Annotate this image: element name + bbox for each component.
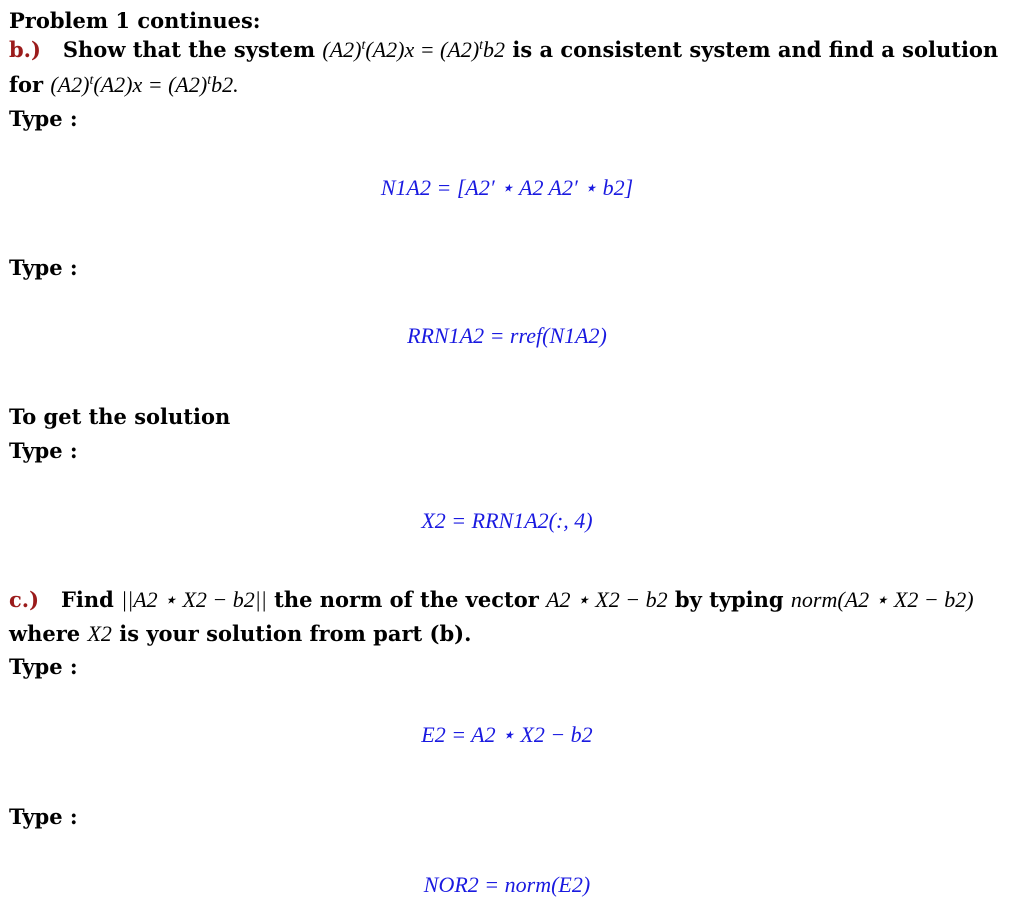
type-label-4: Type :	[9, 654, 78, 679]
part-c-equation-3: norm(A2 ⋆ X2 − b2)	[790, 587, 974, 612]
part-b-text-2: is a consistent system and find a solution	[512, 37, 999, 62]
command-nor2: NOR2 = norm(E2)	[423, 872, 591, 897]
type-label-3: Type :	[9, 438, 78, 463]
part-b-label: b.)	[9, 37, 41, 62]
part-b-text-1: Show that the system	[62, 37, 316, 62]
part-c-where-text: where	[9, 621, 81, 646]
part-b-equation-2: $(A2)^t(A2)x = (A2)^tb2$.	[50, 72, 239, 97]
command-x2: X2 = RRN1A2(:, 4)	[421, 508, 593, 533]
command-n1a2: N1A2 = [A2′ ⋆ A2 A2′ ⋆ b2]	[380, 175, 634, 200]
part-c-text-3: by typing	[674, 587, 784, 612]
command-e2: E2 = A2 ⋆ X2 − b2	[421, 722, 593, 747]
type-label-2: Type :	[9, 255, 78, 280]
part-c-equation-2: A2 ⋆ X2 − b2	[546, 587, 668, 612]
part-c-equation-1: ||A2 ⋆ X2 − b2||	[121, 587, 267, 612]
command-rrn1a2: RRN1A2 = rref(N1A2)	[407, 323, 607, 348]
type-label-5: Type :	[9, 804, 78, 829]
part-b-equation-1: $(A2)^t(A2)x = (A2)^tb2$	[322, 37, 506, 62]
part-c-line-2	[9, 621, 471, 647]
problem-header: Problem 1 continues:	[9, 8, 261, 33]
part-b-for-text: for	[9, 72, 44, 97]
part-c-label: c.)	[9, 587, 40, 612]
part-c-text-1: Find	[60, 587, 114, 612]
type-label-1: Type :	[9, 106, 78, 131]
solution-text: To get the solution	[9, 404, 231, 429]
part-c-solution-text: is your solution from part (b).	[119, 621, 472, 646]
part-b-line-2	[9, 72, 239, 98]
part-c-line-1	[9, 587, 974, 613]
part-b-line-1	[9, 37, 998, 63]
part-c-x2: X2	[87, 621, 112, 646]
part-c-text-2: the norm of the vector	[274, 587, 539, 612]
